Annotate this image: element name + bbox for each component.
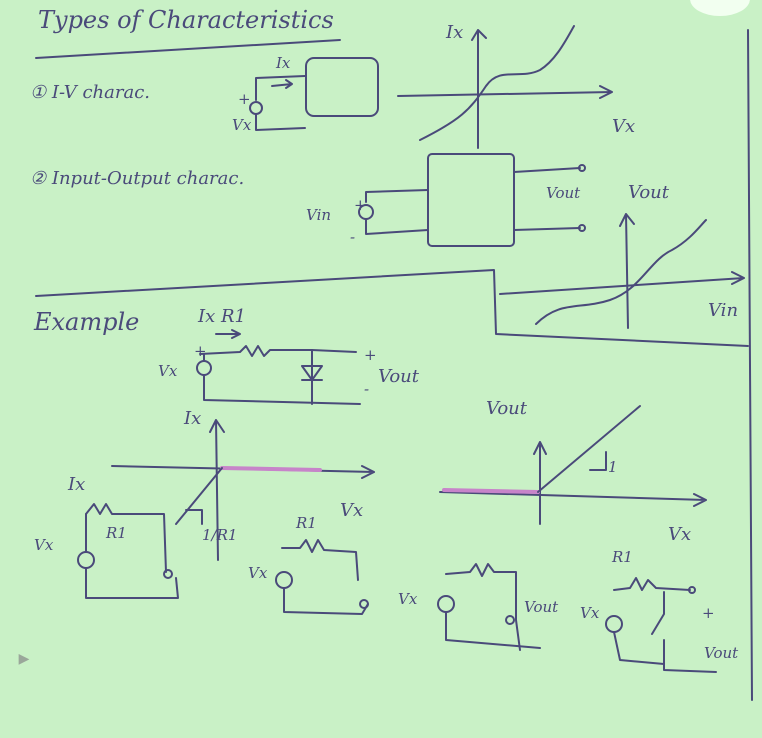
sub2-r1-label: R1: [296, 514, 317, 532]
example-ix-r1-label: Ix R1: [198, 306, 246, 327]
voutvx-flat-highlight: [444, 490, 538, 492]
sub4-bottom-wire: [614, 632, 664, 664]
sub2-source: [276, 572, 292, 588]
sub1-vx-label: Vx: [34, 536, 54, 554]
sub4-vout-label: Vout: [704, 644, 739, 662]
example-voltage-source: [197, 361, 211, 375]
voutvx-vx-axis-label: Vx: [668, 524, 692, 545]
iv-curve: [420, 26, 574, 140]
sub2-bottom-wire: [284, 588, 368, 614]
example-bottom-wire: [204, 354, 360, 404]
io-out-terminal-bottom: [579, 225, 585, 231]
example-vx-label: Vx: [158, 362, 178, 380]
play-button[interactable]: [12, 644, 36, 674]
ivx-vx-axis-label: Vx: [340, 500, 364, 521]
section-1-heading: ① I-V charac.: [30, 82, 151, 103]
iv-x-axis: [398, 86, 612, 98]
io-vout-label: Vout: [546, 184, 581, 202]
iv-vx-axis-label: Vx: [612, 116, 636, 137]
iv-black-box: [306, 58, 378, 116]
vin-axis: [500, 272, 744, 294]
voutvx-slope-label: 1: [608, 458, 618, 476]
example-current-arrow: [216, 330, 240, 338]
sub3-vx-label: Vx: [398, 590, 418, 608]
io-in-top-wire: [366, 190, 428, 202]
io-out-terminal-top: [579, 165, 585, 171]
voutvx-vout-axis-label: Vout: [486, 398, 528, 419]
sub4-r1-label: R1: [612, 548, 633, 566]
io-in-bottom-wire: [366, 219, 428, 234]
ivx-slope-triangle: [186, 510, 202, 524]
sub2-open-node: [360, 600, 368, 608]
sub3-bottom-wire: [446, 612, 540, 648]
io-curve: [536, 220, 706, 324]
sub1-source: [78, 552, 94, 568]
ivx-flat-highlight: [222, 468, 320, 470]
sub3-source: [438, 596, 454, 612]
title: Types of Characteristics: [38, 6, 334, 34]
io-black-box: [428, 154, 514, 246]
example-vout-label: Vout: [378, 366, 420, 387]
example-plus-label: +: [194, 342, 207, 360]
section-divider: [36, 270, 748, 346]
example-out-minus-label: -: [364, 380, 370, 398]
sub2-vx-label: Vx: [248, 564, 268, 582]
sub2-top-wire: [282, 540, 358, 580]
iv-vx-label: Vx: [232, 116, 252, 134]
voutvx-x-axis: [440, 492, 706, 506]
sub4-source: [606, 616, 622, 632]
sub4-plus-label: +: [702, 604, 715, 622]
voutvx-y-axis: [534, 442, 546, 524]
example-heading: Example: [34, 308, 140, 336]
sub1-r1-label: R1: [106, 524, 127, 542]
right-border-line: [748, 30, 752, 700]
sub1-switch-node: [164, 570, 172, 578]
io-minus-label: -: [350, 228, 356, 246]
vout-axis: [620, 214, 634, 328]
play-icon: ▶: [18, 651, 30, 667]
io-vin-axis-label: Vin: [708, 300, 739, 321]
sub1-ix-label: Ix: [68, 474, 86, 495]
iv-top-wire: [256, 76, 305, 100]
voutvx-slope-triangle: [590, 452, 606, 470]
iv-current-arrow: [272, 80, 292, 88]
ivx-i-axis-label: Ix: [184, 408, 202, 429]
example-top-wire-resistor: [200, 346, 356, 356]
iv-voltage-source: [250, 102, 262, 114]
iv-bottom-wire: [256, 114, 305, 130]
iv-ix-label: Ix: [276, 54, 291, 72]
voutvx-ramp: [538, 406, 640, 492]
sub4-top-wire: [614, 578, 690, 590]
ivx-slope-line: [176, 468, 222, 524]
io-vout-axis-label: Vout: [628, 182, 670, 203]
iv-i-axis-label: Ix: [446, 22, 464, 43]
sub4-out-terminal: [689, 587, 695, 593]
example-out-plus-label: +: [364, 346, 377, 364]
example-diode: [302, 350, 322, 404]
section-2-heading: ② Input-Output charac.: [30, 168, 245, 189]
sub3-top-wire: [446, 564, 520, 650]
iv-plus-label: +: [238, 90, 251, 108]
io-vin-label: Vin: [306, 206, 332, 224]
sub3-node: [506, 616, 514, 624]
sub3-vout-label: Vout: [524, 598, 559, 616]
title-underline: [36, 40, 340, 58]
ivx-slope-label: 1/R1: [202, 526, 238, 544]
io-plus-label: +: [354, 196, 367, 214]
sub4-vx-label: Vx: [580, 604, 600, 622]
